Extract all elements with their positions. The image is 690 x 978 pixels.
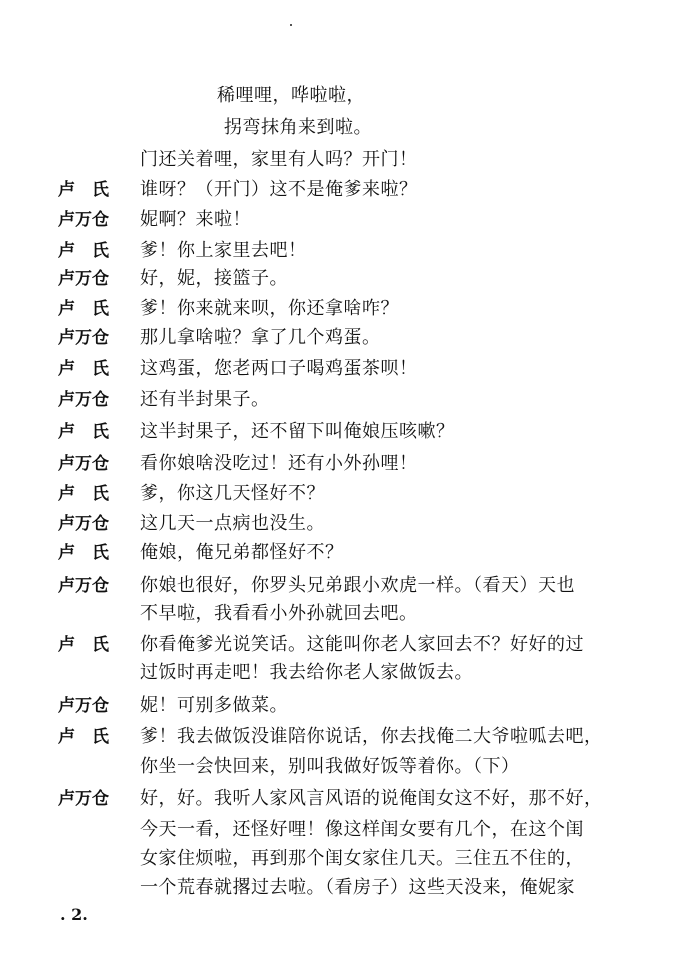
speaker-name: 卢 氏 <box>58 359 109 379</box>
verse-line-1: 稀哩哩，哗啦啦， <box>217 85 365 106</box>
speaker-name: 卢万仓 <box>58 514 109 534</box>
speech-line: 好，妮，接篮子。 <box>140 268 288 289</box>
printing-speck <box>290 24 292 26</box>
speech-line: 妮啊？来啦！ <box>140 209 251 230</box>
speech-continuation-line: 今天一看，还怪好哩！像这样闺女要有几个，在这个闺 <box>140 819 584 840</box>
speech-line: 好，好。我听人家风言风语的说俺闺女这不好，那不好， <box>140 788 603 809</box>
speaker-name: 卢万仓 <box>58 789 109 809</box>
speaker-name: 卢 氏 <box>58 241 109 261</box>
speech-line: 这半封果子，还不留下叫俺娘压咳嗽？ <box>140 421 455 442</box>
speech-line: 爹，你这几天怪好不？ <box>140 483 325 504</box>
speaker-name: 卢 氏 <box>58 484 109 504</box>
speech-line: 你看俺爹光说笑话。这能叫你老人家回去不？好好的过 <box>140 634 584 655</box>
intro-line: 门还关着哩，家里有人吗？开门！ <box>140 149 418 170</box>
speaker-name: 卢 氏 <box>58 727 109 747</box>
speech-line: 那儿拿啥啦？拿了几个鸡蛋。 <box>140 327 381 348</box>
speech-line: 爹！你上家里去吧！ <box>140 240 307 261</box>
speech-line: 俺娘，俺兄弟都怪好不？ <box>140 542 344 563</box>
speech-line: 谁呀？（开门）这不是俺爹来啦？ <box>140 179 418 200</box>
speaker-name: 卢万仓 <box>58 454 109 474</box>
speech-continuation-line: 女家住烦啦，再到那个闺女家住几天。三住五不住的， <box>140 848 584 869</box>
speaker-name: 卢 氏 <box>58 543 109 563</box>
speaker-name: 卢万仓 <box>58 328 109 348</box>
speech-line: 爹！你来就来呗，你还拿啥咋？ <box>140 298 399 319</box>
speech-line: 这鸡蛋，您老两口子喝鸡蛋茶呗！ <box>140 358 418 379</box>
speaker-name: 卢 氏 <box>58 180 109 200</box>
speech-line: 爹！我去做饭没谁陪你说话，你去找俺二大爷啦呱去吧， <box>140 726 603 747</box>
speech-continuation-line: 不早啦，我看看小外孙就回去吧。 <box>140 603 418 624</box>
speaker-name: 卢万仓 <box>58 390 109 410</box>
speech-line: 这几天一点病也没生。 <box>140 513 325 534</box>
speaker-name: 卢万仓 <box>58 210 109 230</box>
speaker-name: 卢 氏 <box>58 299 109 319</box>
speech-continuation-line: 你坐一会快回来，别叫我做好饭等着你。（下） <box>140 756 520 777</box>
page-number: . 2. <box>60 905 88 924</box>
speech-line: 你娘也很好，你罗头兄弟跟小欢虎一样。（看天）天也 <box>140 575 575 596</box>
speech-continuation-line: 过饭时再走吧！我去给你老人家做饭去。 <box>140 662 473 683</box>
speaker-name: 卢万仓 <box>58 269 109 289</box>
speech-line: 还有半封果子。 <box>140 389 270 410</box>
speech-continuation-line: 一个荒春就撂过去啦。（看房子）这些天没来，俺妮家 <box>140 877 575 898</box>
verse-line-2: 拐弯抹角来到啦。 <box>224 117 372 138</box>
speech-line: 看你娘啥没吃过！还有小外孙哩！ <box>140 453 418 474</box>
speaker-name: 卢万仓 <box>58 696 109 716</box>
speaker-name: 卢 氏 <box>58 635 109 655</box>
speaker-name: 卢万仓 <box>58 576 109 596</box>
speaker-name: 卢 氏 <box>58 422 109 442</box>
speech-line: 妮！可别多做菜。 <box>140 695 288 716</box>
